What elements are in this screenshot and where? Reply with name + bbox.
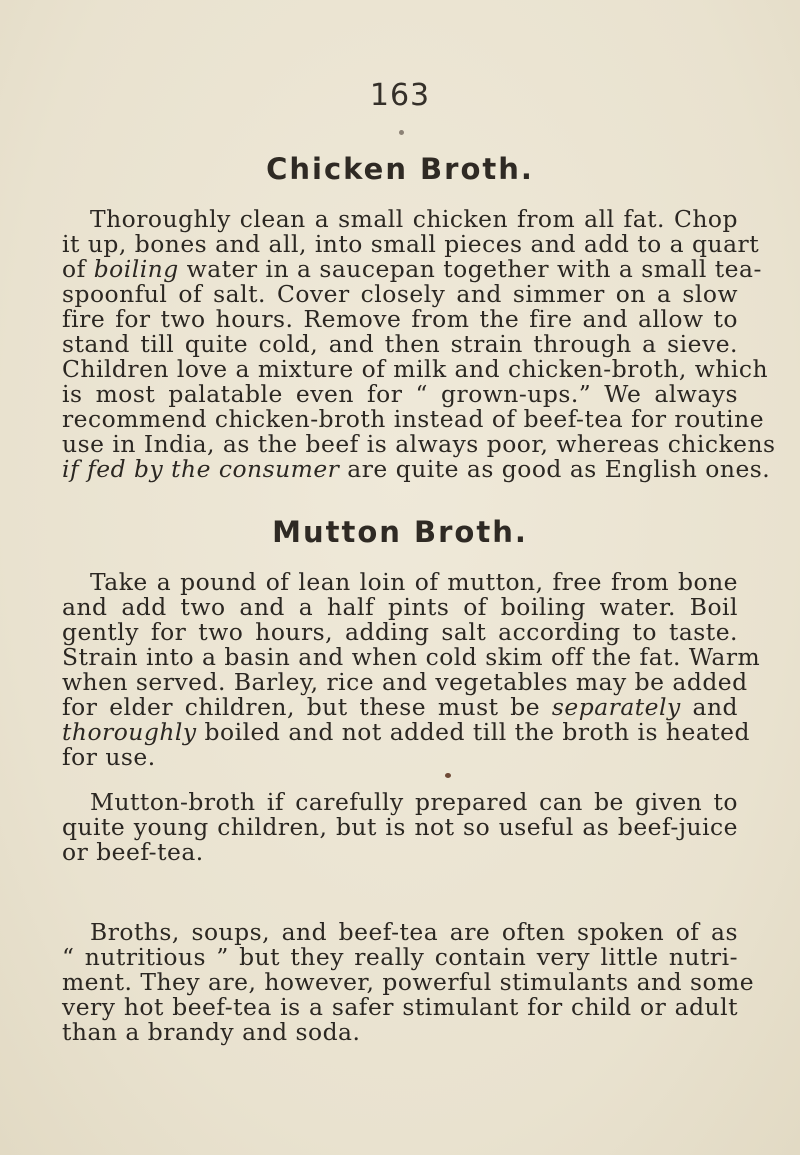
italic-word: thoroughly [62, 718, 197, 746]
paragraph-mutton-broth [62, 568, 761, 771]
text-line: when served. Barley, rice and vegetables may be added [62, 668, 748, 696]
text-line: or beef-tea. [62, 838, 204, 866]
text-line [62, 255, 762, 283]
text-segment: and [680, 693, 738, 721]
paragraph-chicken-broth [62, 205, 776, 483]
italic-word: boiling [93, 255, 179, 283]
text-line: Broths, soups, and beef-tea are often spoken of as [90, 918, 738, 946]
text-line: fire for two hours. Remove from the fire and allow to [62, 305, 738, 333]
text-line [62, 695, 738, 720]
text-line: ment. They are, however, powerful stimulants and some [62, 968, 755, 996]
text-line: Mutton-broth if carefully prepared can be given to [90, 788, 738, 816]
section-title-chicken-broth: Chicken Broth. [266, 152, 534, 186]
text-line: and add two and a half pints of boiling water. Boil [62, 593, 738, 621]
text-segment: are quite as good as English ones. [339, 455, 771, 483]
text-segment: water in a saucepan together with a small tea- [178, 255, 762, 283]
text-segment: for elder children, but these must be [62, 693, 552, 721]
ink-speck [445, 773, 451, 778]
text-line: for use. [62, 743, 156, 771]
text-line: very hot beef-tea is a safer stimulant for child or adult [62, 993, 738, 1021]
text-line [62, 455, 771, 483]
paragraph-mutton-broth-young-children [62, 790, 738, 865]
text-line: quite young children, but is not so useful as beef-juice [62, 813, 738, 841]
paragraph-broths-nutrition [62, 918, 755, 1046]
text-line: “ nutritious ” but they really contain very little nutri- [62, 943, 738, 971]
text-line: Children love a mixture of milk and chicken-broth, which [62, 355, 769, 383]
text-line: than a brandy and soda. [62, 1018, 361, 1046]
page-number: 163 [369, 78, 431, 113]
section-title-mutton-broth: Mutton Broth. [272, 515, 528, 549]
text-line: use in India, as the beef is always poor, whereas chickens [62, 430, 776, 458]
text-line: gently for two hours, adding salt according to taste. [62, 618, 738, 646]
text-segment: of [62, 255, 94, 283]
text-line: Strain into a basin and when cold skim off the fat. Warm [62, 643, 761, 671]
ornament-dot [399, 130, 404, 135]
text-line: Thoroughly clean a small chicken from all fat. Chop [90, 205, 738, 233]
text-line: Take a pound of lean loin of mutton, free from bone [90, 568, 738, 596]
text-line: it up, bones and all, into small pieces and add to a quart [62, 230, 760, 258]
text-line: spoonful of salt. Cover closely and simmer on a slow [62, 280, 738, 308]
text-line [62, 718, 750, 746]
italic-word: if fed by the consumer [62, 455, 340, 483]
text-line: recommend chicken-broth instead of beef-tea for routine [62, 405, 765, 433]
italic-word: separately [551, 693, 681, 721]
text-line: is most palatable even for “ grown-ups.” We always [62, 380, 738, 408]
text-segment: boiled and not added till the broth is heated [196, 718, 750, 746]
text-line: stand till quite cold, and then strain through a sieve. [62, 330, 738, 358]
